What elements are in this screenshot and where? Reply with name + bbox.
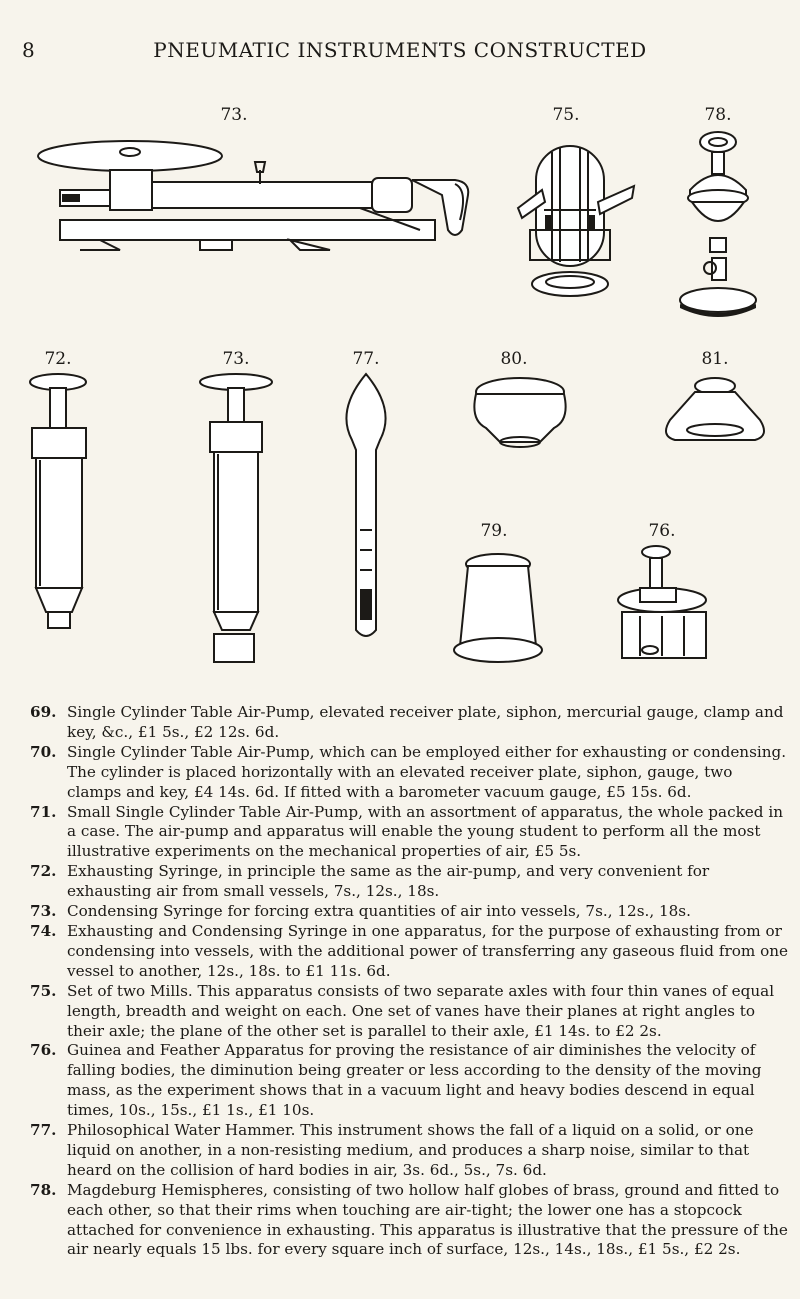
item-text: Magdeburg Hemispheres, consisting of two hollow half globes of brass, ground and fitted to each other, so that their rims when touching are air-tight; the lower one has a stopcock attached for convenience in exhausting. This apparatus is illustrative that the pressure of the air nearly equals 15 lbs. for every square inch of surface, 12s., 14s., 18s., £1 5s., £2 2s. xyxy=(67,1180,788,1259)
item-number: 76. xyxy=(30,1041,57,1060)
list-item xyxy=(30,1121,788,1181)
page-number: 8 xyxy=(22,38,35,62)
list-item xyxy=(30,1181,788,1261)
tall-jar-illustration xyxy=(454,554,542,662)
bell-jar-illustration xyxy=(474,378,565,447)
list-item xyxy=(30,743,788,803)
condensing-syringe-illustration xyxy=(200,374,272,662)
fig-label-80: 80. xyxy=(500,349,528,369)
fig-label-79: 79. xyxy=(480,521,508,541)
fig-label-78: 78. xyxy=(704,105,732,125)
item-text: Small Single Cylinder Table Air-Pump, with an assortment of apparatus, the whole packed in a case. The air-pump and apparatus will enable the young student to perform all the most illustrative experiments on the mechanical properties of air, £5 5s. xyxy=(67,802,783,861)
list-item xyxy=(30,703,788,743)
list-item xyxy=(30,922,788,982)
list-item xyxy=(30,902,788,922)
list-item xyxy=(30,982,788,1042)
item-text: Single Cylinder Table Air-Pump, which can be employed either for exhausting or condensing. The cylinder is placed horizontally with an elevated receiver plate, siphon, gauge, two clamps and key, £4 14s. 6d. If fitted with a barometer vacuum gauge, £5 15s. 6d. xyxy=(67,742,787,801)
water-hammer-illustration xyxy=(346,374,385,636)
item-number: 70. xyxy=(30,742,57,761)
item-number: 69. xyxy=(30,703,57,721)
exhausting-syringe-illustration xyxy=(30,374,86,628)
engraving-plate xyxy=(0,90,800,690)
item-text: Condensing Syringe for forcing extra quantities of air into vessels, 7s., 12s., 18s. xyxy=(67,902,691,921)
item-text: Exhausting Syringe, in principle the same as the air-pump, and very convenient for exhausting air from small vessels, 7s., 12s., 18s. xyxy=(67,862,710,901)
magdeburg-hemispheres-illustration xyxy=(680,132,756,317)
item-text: Guinea and Feather Apparatus for proving the resistance of air diminishes the velocity of falling bodies, the diminution being greater or less according to the density of the moving mass, as the experiment shows that in a vacuum light and heavy bodies descend in equal times, 10s., 15s., £1 1s., £1 10s. xyxy=(67,1041,762,1120)
item-number: 71. xyxy=(30,802,57,821)
item-number: 77. xyxy=(30,1121,57,1140)
catalogue-items xyxy=(30,703,788,1260)
item-text: Single Cylinder Table Air-Pump, elevated receiver plate, siphon, mercurial gauge, clamp and key, &c., £1 5s., £2 12s. 6d. xyxy=(67,703,784,741)
fig-label-76: 76. xyxy=(648,521,676,541)
item-number: 78. xyxy=(30,1180,57,1199)
fig-label-81: 81. xyxy=(701,349,729,369)
item-text: Set of two Mills. This apparatus consists of two separate axles with four thin vanes of equal length, breadth and weight on each. One set of vanes have their planes at right angles to their axle; the plane of the other set is parallel to their axle, £1 14s. to £2 2s. xyxy=(67,981,775,1040)
running-title: PNEUMATIC INSTRUMENTS CONSTRUCTED xyxy=(153,38,647,62)
list-item xyxy=(30,862,788,902)
item-text: Philosophical Water Hammer. This instrument shows the fall of a liquid on a solid, or one liquid on another, in a non-resisting medium, and produces a sharp noise, similar to that heard on the collision of hard bodies in air, 3s. 6d., 5s., 7s. 6d. xyxy=(67,1121,754,1179)
item-number: 74. xyxy=(30,921,57,940)
item-text: Exhausting and Condensing Syringe in one apparatus, for the purpose of exhausting from or condensing into vessels, with the additional power of transferring any gaseous fluid from one vessel to another, 12s., 18s. to £1 11s. 6d. xyxy=(67,921,788,980)
fig-label-77: 77. xyxy=(352,349,380,369)
fig-label-73-middle: 73. xyxy=(222,349,250,369)
receiver-illustration xyxy=(666,378,764,440)
guinea-and-feather-illustration xyxy=(618,546,706,658)
list-item xyxy=(30,1041,788,1121)
fig-label-73-top: 73. xyxy=(220,105,248,125)
fig-label-75: 75. xyxy=(552,105,580,125)
horizontal-air-pump-illustration xyxy=(38,141,468,250)
item-number: 73. xyxy=(30,902,57,921)
list-item xyxy=(30,803,788,863)
two-mills-illustration xyxy=(518,146,634,296)
fig-label-72: 72. xyxy=(44,349,72,369)
item-number: 72. xyxy=(30,862,57,881)
item-number: 75. xyxy=(30,981,57,1000)
